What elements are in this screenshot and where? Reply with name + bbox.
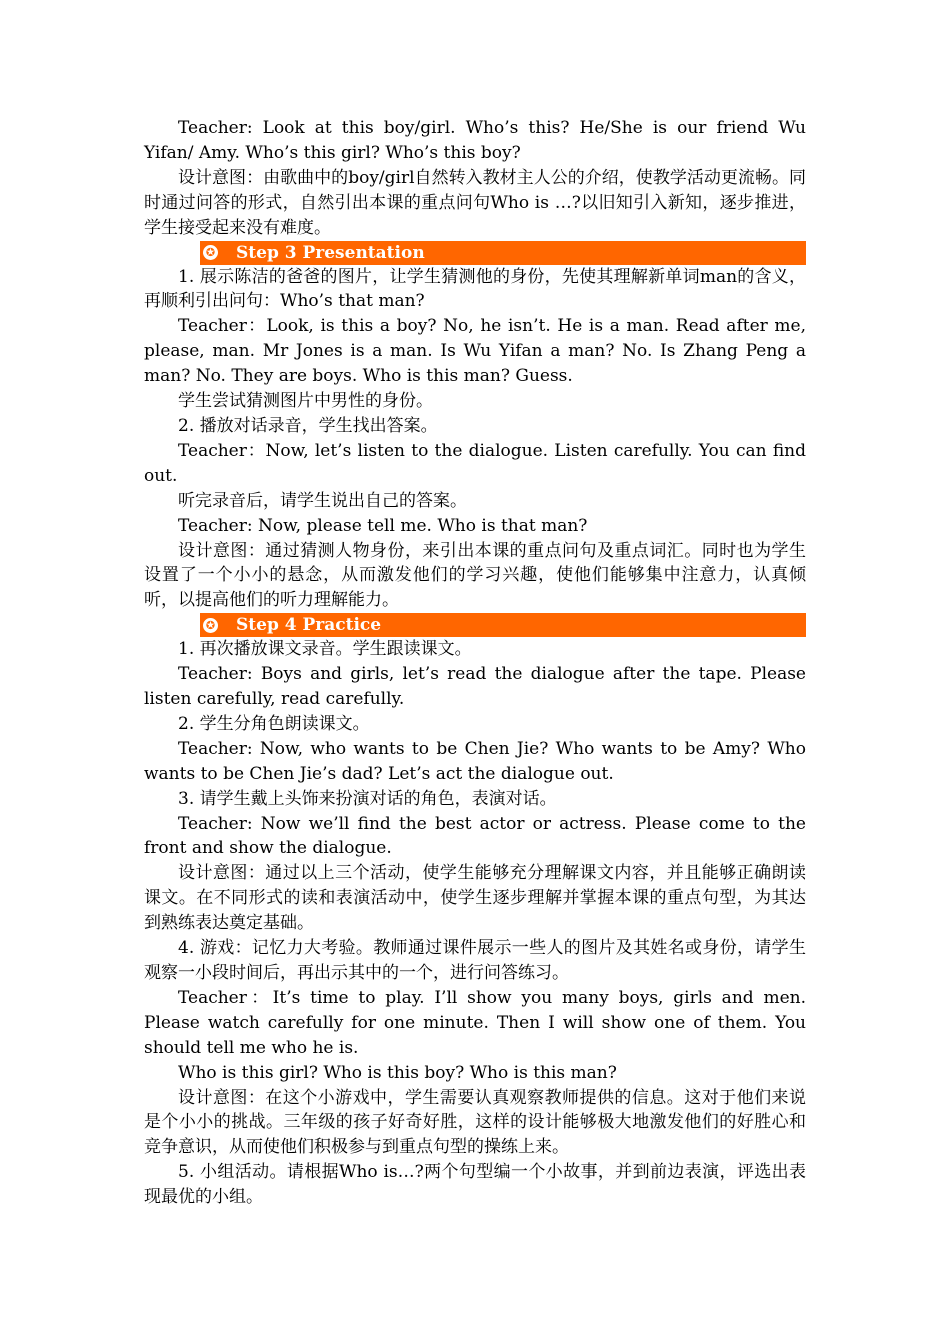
paragraph: 1. 再次播放课文录音。学生跟读课文。 (178, 639, 472, 660)
paragraph: 2. 播放对话录音，学生找出答案。 (178, 415, 438, 436)
paragraph: 学生尝试猜测图片中男性的身份。 (178, 391, 433, 412)
paragraph: Teacher：It’s time to play. I’ll show you many boys, girls and men. Please watch carefully for one minute. Then I will show one of them. You should tell me who he is. (144, 987, 806, 1058)
paragraph: 设计意图：由歌曲中的boy/girl自然转入教材主人公的介绍，使教学活动更流畅。同时通过问答的形式，自然引出本课的重点问句Who is …?以旧知引入新知，逐步推进，学生接受起来没有难度。 (144, 167, 806, 238)
paragraph: Teacher: Now we’ll find the best actor or actress. Please come to the front and show the dialogue. (144, 813, 806, 859)
paragraph: 2. 学生分角色朗读课文。 (178, 713, 370, 734)
paragraph: Teacher: Look at this boy/girl. Who’s this? He/She is our friend Wu Yifan/ Amy. Who’s this girl? Who’s this boy? (144, 118, 806, 163)
step-3-title: Step 3 Presentation (236, 242, 425, 263)
paragraph: Teacher：Now, let’s listen to the dialogue. Listen carefully. You can find out. (144, 440, 806, 486)
star-circle-icon: ✪ (203, 618, 218, 633)
paragraph: Teacher：Look, is this a boy? No, he isn’t. He is a man. Read after me, please, man. Mr Jones is a man. Is Wu Yifan a man? No. Is Zhang Peng a man? No. They are boys. Who is this man? Guess. (144, 316, 806, 387)
paragraph: 听完录音后，请学生说出自己的答案。 (178, 490, 467, 511)
paragraph: 4. 游戏：记忆力大考验。教师通过课件展示一些人的图片及其姓名或身份，请学生观察一小段时间后，再出示其中的一个，进行问答练习。 (144, 938, 806, 983)
step-4-heading (200, 613, 806, 637)
paragraph: Who is this girl? Who is this boy? Who is this man? (178, 1062, 617, 1083)
step-4-title: Step 4 Practice (236, 615, 382, 636)
paragraph: Teacher: Now, please tell me. Who is that man? (178, 515, 588, 536)
paragraph: 1. 展示陈洁的爸爸的图片，让学生猜测他的身份，先使其理解新单词man的含义，再顺利引出问句：Who’s that man? (144, 266, 806, 312)
paragraph: Teacher: Now, who wants to be Chen Jie? Who wants to be Amy? Who wants to be Chen Jie’s dad? Let’s act the dialogue out. (144, 738, 806, 784)
paragraph: 3. 请学生戴上头饰来扮演对话的角色，表演对话。 (178, 788, 557, 809)
step-3-heading (200, 241, 806, 265)
paragraph: Teacher: Boys and girls, let’s read the dialogue after the tape. Please listen carefully, read carefully. (144, 664, 806, 710)
paragraph: 设计意图：在这个小游戏中，学生需要认真观察教师提供的信息。这对于他们来说是个小小的挑战。三年级的孩子好奇好胜，这样的设计能够极大地激发他们的好胜心和竞争意识，从而使他们积极参与到重点句型的操练上来。 (144, 1087, 806, 1158)
paragraph: 设计意图：通过猜测人物身份，来引出本课的重点问句及重点词汇。同时也为学生设置了一个小小的悬念，从而激发他们的学习兴趣，使他们能够集中注意力，认真倾听，以提高他们的听力理解能力。 (144, 540, 806, 611)
paragraph: 设计意图：通过以上三个活动，使学生能够充分理解课文内容，并且能够正确朗读课文。在不同形式的读和表演活动中，使学生逐步理解并掌握本课的重点句型，为其达到熟练表达奠定基础。 (144, 863, 806, 934)
star-circle-icon: ✪ (203, 245, 218, 260)
document-body (144, 116, 806, 1210)
paragraph: 5. 小组活动。请根据Who is…?两个句型编一个小故事，并到前边表演，评选出表现最优的小组。 (144, 1162, 806, 1208)
